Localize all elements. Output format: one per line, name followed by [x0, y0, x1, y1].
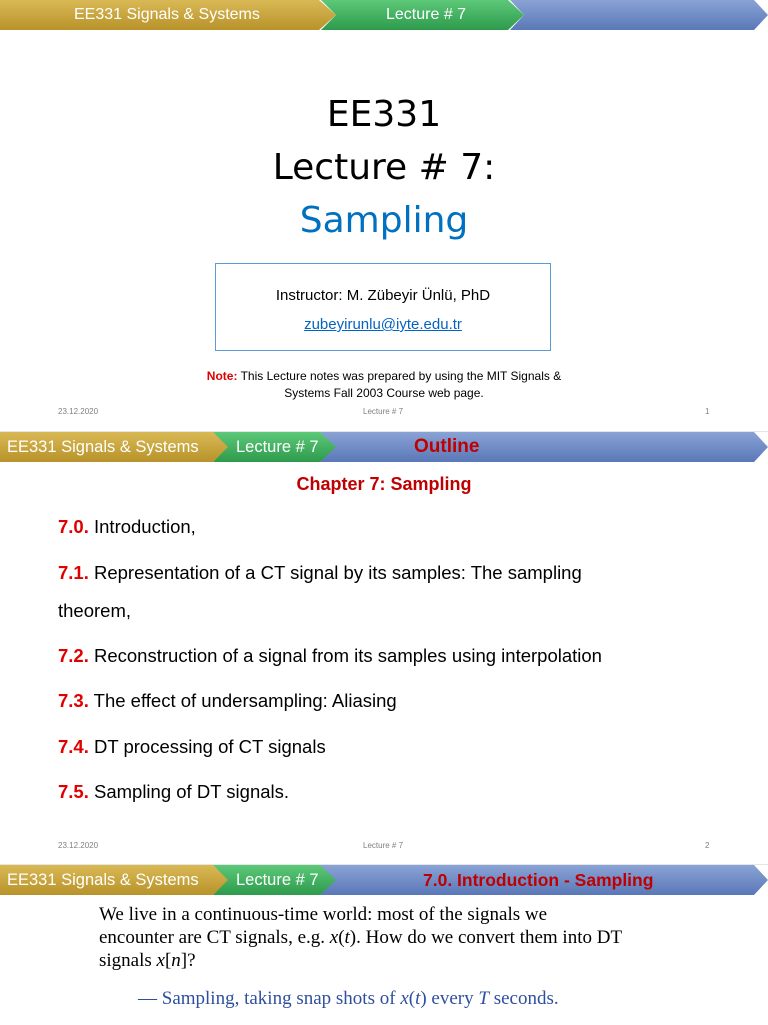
outline-item: 7.1. Representation of a CT signal by its samples: The sampling — [58, 562, 582, 583]
footer-date: 23.12.2020 — [58, 407, 99, 416]
outline-item: 7.5. Sampling of DT signals. — [58, 781, 290, 802]
instructor-box — [215, 263, 551, 351]
chapter-heading: Chapter 7: Sampling — [296, 474, 472, 494]
slide-title — [0, 88, 768, 247]
lecture-label: Lecture # 7 — [236, 438, 319, 456]
slide-title: 7.0. Introduction - Sampling — [423, 870, 654, 890]
footer-page-number: 1 — [705, 407, 710, 416]
outline-item: 7.2. Reconstruction of a signal from its samples using interpolation — [58, 645, 602, 666]
sampling-bullet: — Sampling, taking snap shots of x(t) every T seconds. — [138, 988, 559, 1009]
note-text-1: This Lecture notes was prepared by using the MIT Signals & — [237, 369, 562, 383]
slide-3 — [0, 864, 768, 1025]
outline-item: 7.0. Introduction, — [58, 516, 196, 537]
outline-item-continuation: theorem, — [58, 600, 132, 621]
outline-item: 7.4. DT processing of CT signals — [58, 736, 326, 757]
course-name: EE331 Signals & Systems — [7, 438, 199, 456]
course-name: EE331 Signals & Systems — [7, 871, 199, 889]
outline-item: 7.3. The effect of undersampling: Aliasing — [58, 690, 397, 711]
lecture-label: Lecture # 7 — [236, 871, 319, 889]
note-label: Note: — [206, 369, 238, 383]
footer-date: 23.12.2020 — [58, 841, 99, 850]
source-note — [150, 368, 618, 402]
footer-page-number: 2 — [705, 841, 710, 850]
footer-lecture: Lecture # 7 — [363, 407, 404, 416]
slide-2 — [0, 431, 768, 865]
note-text-2: Systems Fall 2003 Course web page. — [284, 386, 484, 400]
footer-lecture: Lecture # 7 — [363, 841, 404, 850]
slide-title: Outline — [414, 436, 480, 457]
title-course: EE331 — [326, 94, 442, 135]
instructor-name: Instructor: M. Zübeyir Ünlü, PhD — [275, 287, 491, 304]
instructor-email-link[interactable]: zubeyirunlu@iyte.edu.tr — [304, 316, 462, 333]
dash-bullet: — — [138, 988, 157, 1009]
course-name: EE331 Signals & Systems — [74, 6, 260, 23]
slide-1 — [0, 0, 768, 431]
title-topic: Sampling — [299, 200, 469, 241]
intro-paragraph: We live in a continuous-time world: most of the signals we encounter are CT signals, e.g. x(t). How do we convert them into DT signals x[n]? — [99, 904, 623, 971]
title-lecture: Lecture # 7: — [272, 147, 496, 188]
lecture-label: Lecture # 7 — [386, 6, 467, 23]
